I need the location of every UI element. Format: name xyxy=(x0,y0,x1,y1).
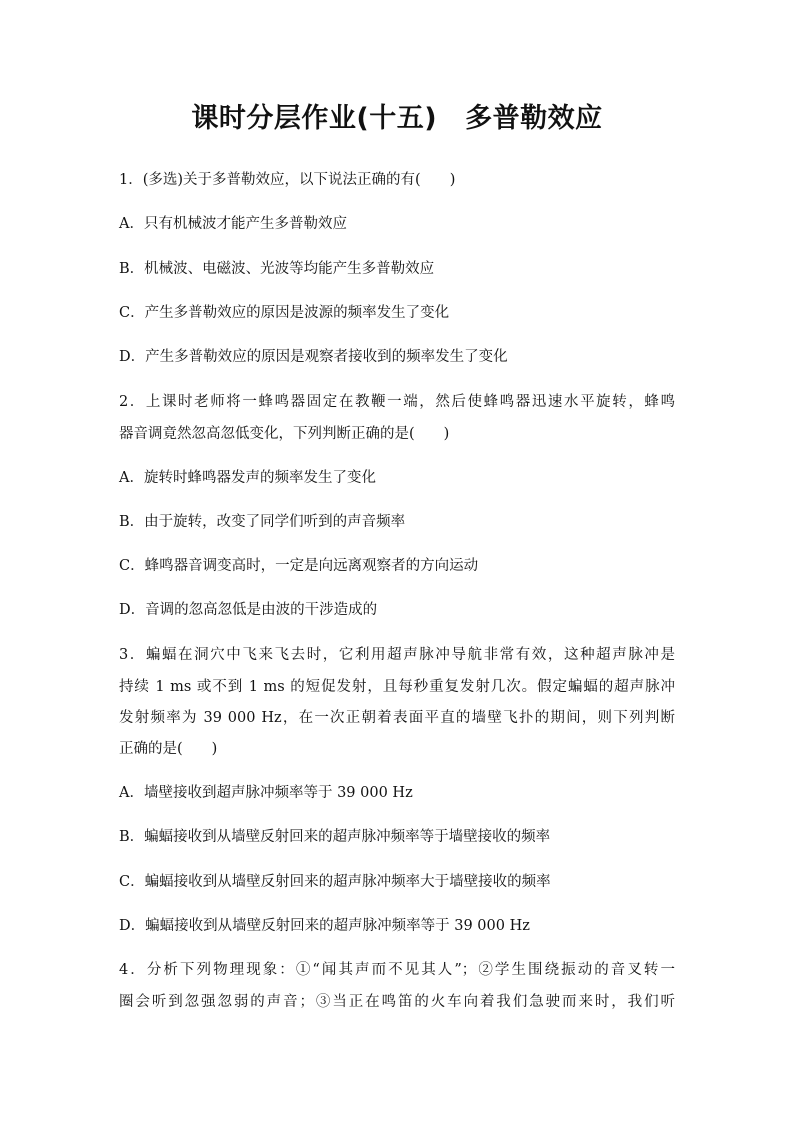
q1-option-d: D．产生多普勒效应的原因是观察者接收到的频率发生了变化 xyxy=(119,349,508,365)
title-main: 课时分层作业(十五) xyxy=(191,103,438,134)
q3-option-a: A．墙壁接收到超声脉冲频率等于 39 000 Hz xyxy=(119,785,413,801)
q1-option-c: C．产生多普勒效应的原因是波源的频率发生了变化 xyxy=(119,305,450,321)
q1-stem: 1．(多选)关于多普勒效应，以下说法正确的有( ) xyxy=(119,172,456,188)
q2-option-d: D．音调的忽高忽低是由波的干涉造成的 xyxy=(119,602,378,618)
q3-option-c: C．蝙蝠接收到从墙壁反射回来的超声脉冲频率大于墙壁接收的频率 xyxy=(119,874,551,890)
q1-option-b: B．机械波、电磁波、光波等均能产生多普勒效应 xyxy=(119,261,435,277)
q2-stem-line-2: 器音调竟然忽高忽低变化，下列判断正确的是( ) xyxy=(119,426,450,442)
q1-option-a: A．只有机械波才能产生多普勒效应 xyxy=(119,216,347,232)
q3-stem-line-1: 3．蝙蝠在洞穴中飞来飞去时，它利用超声脉冲导航非常有效，这种超声脉冲是 xyxy=(119,647,675,663)
page-title xyxy=(0,96,794,135)
q3-stem-line-2: 持续 1 ms 或不到 1 ms 的短促发射，且每秒重复发射几次。假定蝙蝠的超声脉冲 xyxy=(119,679,675,695)
q2-stem-line-1: 2．上课时老师将一蜂鸣器固定在教鞭一端，然后使蜂鸣器迅速水平旋转，蜂鸣 xyxy=(119,394,675,410)
q4-stem-line-1: 4．分析下列物理现象：①“闻其声而不见其人”；②学生围绕振动的音叉转一 xyxy=(119,962,675,978)
q2-option-a: A．旋转时蜂鸣器发声的频率发生了变化 xyxy=(119,470,376,486)
title-sub: 多普勒效应 xyxy=(465,103,603,134)
q3-option-b: B．蝙蝠接收到从墙壁反射回来的超声脉冲频率等于墙壁接收的频率 xyxy=(119,829,551,845)
q3-stem-line-3: 发射频率为 39 000 Hz，在一次正朝着表面平直的墙壁飞扑的期间，则下列判断 xyxy=(119,710,675,726)
q2-option-b: B．由于旋转，改变了同学们听到的声音频率 xyxy=(119,514,406,530)
q3-option-d: D．蝙蝠接收到从墙壁反射回来的超声脉冲频率等于 39 000 Hz xyxy=(119,918,530,934)
q4-stem-line-2: 圈会听到忽强忽弱的声音；③当正在鸣笛的火车向着我们急驶而来时，我们听 xyxy=(119,994,675,1010)
q3-stem-line-4: 正确的是( ) xyxy=(119,741,218,757)
q2-option-c: C．蜂鸣器音调变高时，一定是向远离观察者的方向运动 xyxy=(119,558,479,574)
